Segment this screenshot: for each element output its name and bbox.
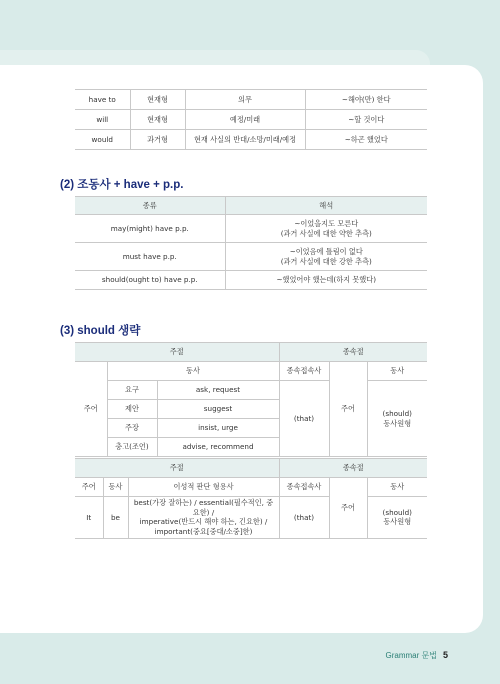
verb-ko: 충고(조언) bbox=[107, 438, 157, 457]
cell: 예정/미래 bbox=[185, 110, 305, 130]
subject-cell: 주어 bbox=[75, 362, 107, 457]
cell: ~할 것이다 bbox=[305, 110, 427, 130]
should-omission-adjective-table bbox=[75, 458, 427, 539]
perfect-modal-table bbox=[75, 196, 427, 290]
cell: have to bbox=[75, 90, 130, 110]
main-clause-header: 주절 bbox=[75, 459, 279, 478]
it-cell: It bbox=[75, 497, 103, 539]
table-header-row bbox=[75, 459, 427, 478]
sub-subject-cell: 주어 bbox=[329, 478, 367, 539]
meaning-note: (과거 사실에 대한 강한 추측) bbox=[280, 256, 372, 266]
conjunction-header: 종속접속사 bbox=[279, 362, 329, 381]
cell: should(ought to) have p.p. bbox=[75, 271, 225, 290]
should-omission-verb-table bbox=[75, 342, 427, 457]
adjective-header: 이성적 판단 형용사 bbox=[128, 478, 279, 497]
sub-verb-header: 동사 bbox=[367, 362, 427, 381]
cell: ~하곤 했었다 bbox=[305, 130, 427, 150]
sub-subject-cell: 주어 bbox=[329, 362, 367, 457]
cell bbox=[225, 243, 427, 271]
table-header-row bbox=[75, 197, 427, 215]
cell: ~해야(만) 한다 bbox=[305, 90, 427, 110]
should-text: (should) bbox=[382, 507, 412, 517]
be-cell: be bbox=[103, 497, 128, 539]
adjective-line: important(중요[중대/소중]한) bbox=[154, 527, 253, 537]
base-form-text: 동사원형 bbox=[383, 517, 412, 527]
cell: 과거형 bbox=[130, 130, 185, 150]
adjective-line: imperative(반드시 해야 하는, 긴요한) / bbox=[139, 517, 268, 527]
verb-en: insist, urge bbox=[157, 419, 279, 438]
table-row bbox=[75, 215, 427, 243]
table-row bbox=[75, 243, 427, 271]
main-clause-header: 주절 bbox=[75, 343, 279, 362]
table-row bbox=[75, 478, 427, 497]
table-row bbox=[75, 497, 427, 539]
conjunction-header: 종속접속사 bbox=[279, 478, 329, 497]
should-text: (should) bbox=[382, 408, 412, 418]
adjective-line: best(가장 잘하는) / essential(필수적인, 중요한) / bbox=[133, 498, 274, 517]
cell: ~했었어야 했는데(하지 못했다) bbox=[225, 271, 427, 290]
cell: 현재 사실의 반대/소망/미래/예정 bbox=[185, 130, 305, 150]
verb-header: 동사 bbox=[107, 362, 279, 381]
sub-verb-header: 동사 bbox=[367, 478, 427, 497]
cell: must have p.p. bbox=[75, 243, 225, 271]
should-cell bbox=[367, 381, 427, 457]
section-heading-2: (2) 조동사 + have + p.p. bbox=[60, 179, 184, 191]
table-row bbox=[75, 381, 427, 400]
verb-header: 동사 bbox=[103, 478, 128, 497]
table-row bbox=[75, 130, 427, 150]
column-header: 종류 bbox=[75, 197, 225, 215]
verb-en: ask, request bbox=[157, 381, 279, 400]
table-row bbox=[75, 362, 427, 381]
verb-ko: 요구 bbox=[107, 381, 157, 400]
cell bbox=[225, 215, 427, 243]
table-row bbox=[75, 90, 427, 110]
footer-label: Grammar 문법 bbox=[385, 651, 437, 660]
table-row bbox=[75, 110, 427, 130]
cell: 현재형 bbox=[130, 110, 185, 130]
verb-ko: 주장 bbox=[107, 419, 157, 438]
cell: would bbox=[75, 130, 130, 150]
verb-ko: 제안 bbox=[107, 400, 157, 419]
page-number: 5 bbox=[442, 650, 448, 660]
that-cell: (that) bbox=[279, 381, 329, 457]
meaning-line: ~이었음에 틀림이 없다 bbox=[289, 246, 363, 256]
sub-clause-header: 종속절 bbox=[279, 459, 427, 478]
modal-table-top bbox=[75, 89, 427, 150]
section-heading-3: (3) should 생략 bbox=[60, 325, 141, 337]
cell: 현재형 bbox=[130, 90, 185, 110]
verb-en: advise, recommend bbox=[157, 438, 279, 457]
adjective-list-cell bbox=[128, 497, 279, 539]
base-form-text: 동사원형 bbox=[383, 418, 412, 428]
cell: will bbox=[75, 110, 130, 130]
that-cell: (that) bbox=[279, 497, 329, 539]
meaning-line: ~이었을지도 모른다 bbox=[294, 218, 359, 228]
table-row bbox=[75, 271, 427, 290]
cell: may(might) have p.p. bbox=[75, 215, 225, 243]
page-footer bbox=[386, 650, 448, 661]
sub-clause-header: 종속절 bbox=[279, 343, 427, 362]
cell: 의무 bbox=[185, 90, 305, 110]
meaning-note: (과거 사실에 대한 약한 추측) bbox=[280, 228, 372, 238]
subject-header: 주어 bbox=[75, 478, 103, 497]
verb-en: suggest bbox=[157, 400, 279, 419]
should-cell bbox=[367, 497, 427, 539]
table-header-row bbox=[75, 343, 427, 362]
column-header: 해석 bbox=[225, 197, 427, 215]
